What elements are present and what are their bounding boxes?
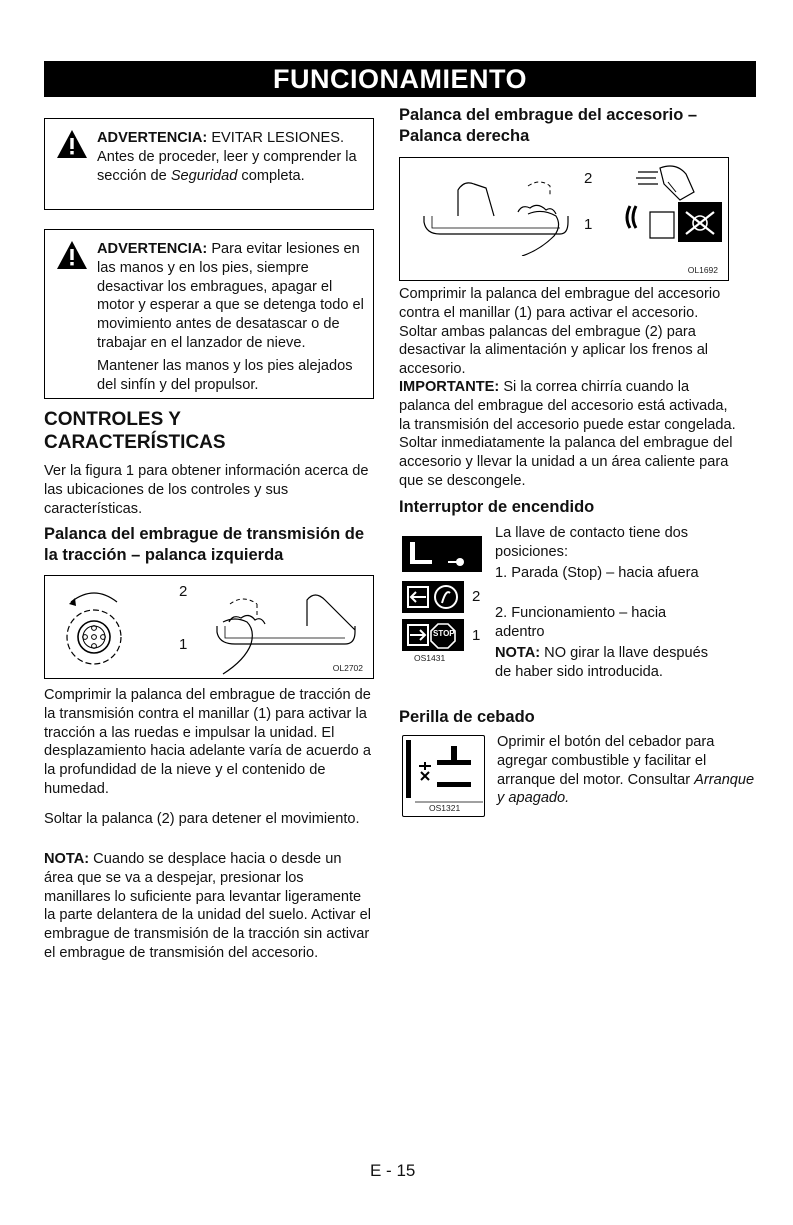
attachment-important: IMPORTANTE: Si la correa chirría cuando la palanca del embrague del accesorio está activada, la transmisión del accesorio puede estar congelada. Soltar inmediatamente la palanca del embrague del accesorio y llevar la unidad a un área caliente para que se descongele. <box>399 379 736 489</box>
traction-text-2: Soltar la palanca (2) para detener el movimiento. <box>44 811 360 827</box>
traction-figure <box>44 575 374 679</box>
traction-text-1: Comprimir la palanca del embrague de tracción de la transmisión contra el manillar (1) para activar la tracción a las ruedas e impulsar la unidad. El desplazamiento hacia adelante varía de acuerdo a la profundidad de la nieve y el contenido de humedad. <box>44 687 371 797</box>
traction-heading: Palanca del embrague de transmisión de la tracción – palanca izquierda <box>44 525 365 564</box>
fig-code: OL1692 <box>687 265 718 275</box>
ignition-item-1: 1. Parada (Stop) – hacia afuera <box>495 565 699 581</box>
warning-box-1 <box>44 118 374 210</box>
controls-text: Ver la figura 1 para obtener información acerca de las ubicaciones de los controles y sus características. <box>44 463 369 517</box>
warning-2-text2: Mantener las manos y los pies alejados del sinfín y del propulsor. <box>97 357 353 393</box>
attachment-heading: Palanca del embrague del accesorio – Palanca derecha <box>399 106 698 145</box>
fig-label-2: 2 <box>472 588 481 605</box>
controls-heading: CONTROLES Y CARACTERÍSTICAS <box>44 409 226 453</box>
fig-label-1: 1 <box>584 216 593 233</box>
primer-heading: Perilla de cebado <box>399 708 535 726</box>
primer-icon <box>403 736 483 804</box>
attachment-figure <box>399 157 729 281</box>
run-switch-icon <box>402 581 464 613</box>
ignition-item-2: 2. Funcionamiento – hacia adentro <box>495 605 667 640</box>
fig-code: OL2702 <box>332 663 363 673</box>
ignition-intro: La llave de contacto tiene dos posiciones: <box>495 525 689 560</box>
warning-triangle-icon <box>56 240 88 270</box>
stop-switch-icon <box>402 619 464 651</box>
key-icon <box>402 536 482 572</box>
ignition-note: NOTA: NO girar la llave después de haber sido introducida. <box>495 645 709 680</box>
fig-label-1: 1 <box>472 627 481 644</box>
fig-label-1: 1 <box>179 636 188 653</box>
auger-symbol-icon <box>620 162 724 244</box>
section-banner: FUNCIONAMIENTO <box>44 61 756 97</box>
traction-note: NOTA: Cuando se desplace hacia o desde un área que se va a despejar, presionar los manillares lo suficiente para levantar ligeramente la parte delantera de la unidad del suelo. Activar el embrague de transmisión de la tracción sin activar el embrague de transmisión del accesorio. <box>44 851 371 961</box>
stop-label: STOP <box>433 629 455 638</box>
primer-text: Oprimir el botón del cebador para agregar combustible y facilitar el arranque del motor. Consultar Arranque y apagado. <box>497 734 755 807</box>
fig-code: OS1321 <box>429 803 461 813</box>
fig-label-2: 2 <box>584 170 593 187</box>
primer-figure <box>402 735 485 817</box>
attachment-text-1: Comprimir la palanca del embrague del accesorio contra el manillar (1) para activar el accesorio. Soltar ambas palancas del embrague (2) para desactivar la alimentación y aplicar los frenos al accesorio. <box>399 286 721 378</box>
ignition-figure <box>402 536 486 656</box>
warning-2-text: ADVERTENCIA: Para evitar lesiones en las manos y en los pies, siempre desactivar los embragues, apagar el motor y esperar a que se detenga todo el movimiento antes de desatascar o de trabajar en el lanzador de nieve. Mantener las manos y los pies alejados del sinfín y del propulsor. <box>97 241 364 393</box>
ignition-heading: Interruptor de encendido <box>399 498 595 516</box>
handle-lever-icon <box>410 166 570 256</box>
fig-label-2: 2 <box>179 583 188 600</box>
wheel-icon <box>59 582 129 672</box>
warning-triangle-icon <box>56 129 88 159</box>
fig-code: OS1431 <box>414 653 446 663</box>
warning-1-text: ADVERTENCIA: EVITAR LESIONES. Antes de proceder, leer y comprender la sección de Seguridad completa. <box>97 130 357 184</box>
page-number: E - 15 <box>370 1161 416 1180</box>
warning-box-2 <box>44 229 374 399</box>
